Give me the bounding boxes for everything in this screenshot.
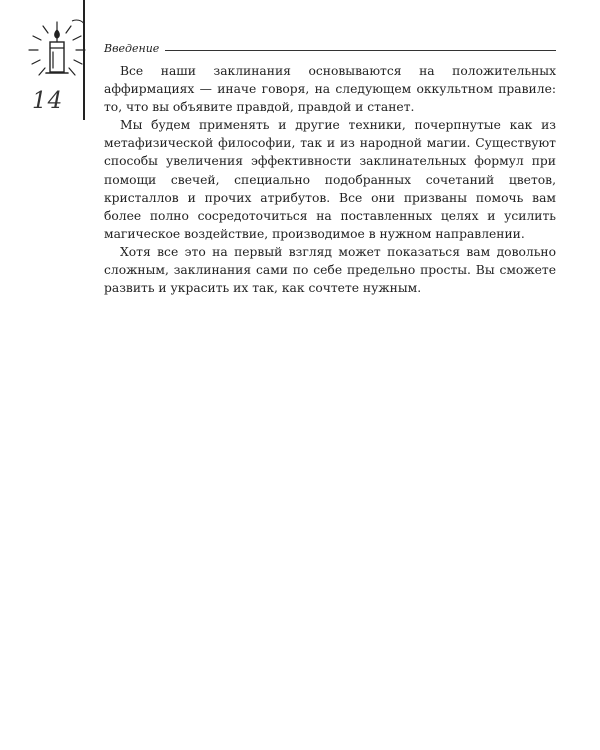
page-number: 14	[32, 88, 64, 114]
paragraph: Хотя все это на первый взгляд может показаться вам довольно сложным, заклинания сами по себе предельно просты. Вы сможете развить и украсить их так, как сочтете нужным.	[104, 244, 556, 296]
paragraph: Все наши заклинания основываются на положительных аффирмациях — иначе говоря, на следующем оккультном правиле: то, что вы объявите правдой, правдой и станет.	[104, 64, 556, 115]
candle-with-rays-icon	[22, 18, 92, 84]
running-header-rule	[165, 50, 556, 51]
body-text	[104, 62, 556, 297]
running-header	[104, 36, 556, 54]
paragraph: Мы будем применять и другие техники, почерпнутые как из метафизической философии, так и из народной магии. Существуют способы увеличения эффективности заклинательных формул при помощи свечей, специально подобранных сочетаний цветов, кристаллов и прочих атрибутов. Все они призваны помочь вам более полно сосредоточиться на поставленных целях и усилить магическое воздействие, производимое в нужном направлении.	[104, 118, 556, 241]
running-header-title: Введение	[104, 42, 160, 55]
